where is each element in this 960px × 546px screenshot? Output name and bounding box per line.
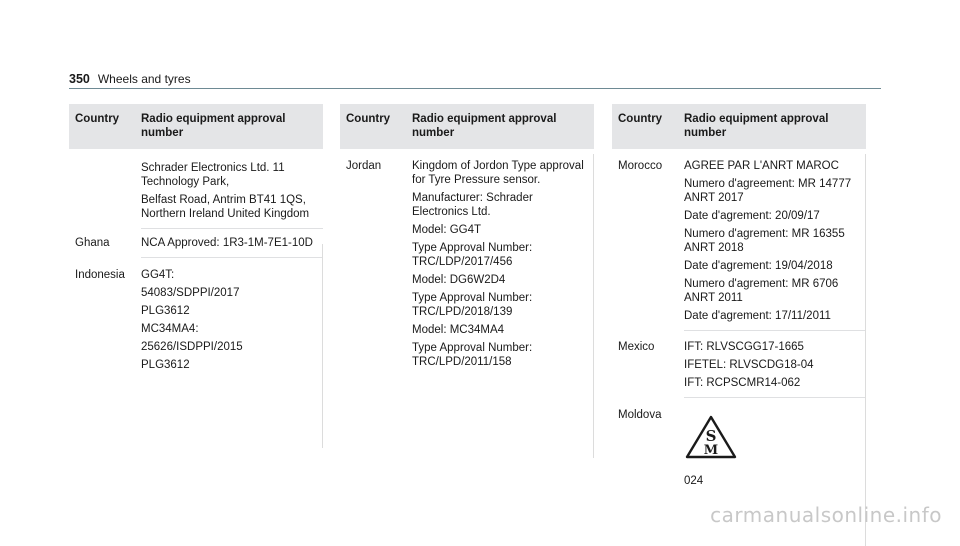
- approval-line: IFT: RLVSCGG17-1665: [684, 341, 804, 353]
- header-country: Country: [346, 113, 391, 125]
- approval-cell: [141, 161, 317, 221]
- approval-line: AGREE PAR L'ANRT MAROC: [684, 160, 839, 172]
- country-cell: Morocco: [618, 160, 663, 172]
- approval-cell: [141, 268, 317, 372]
- approval-line: IFETEL: RLVSCDG18-04: [684, 359, 814, 371]
- table-row: [69, 258, 323, 379]
- approval-line: MC34MA4:: [141, 323, 199, 335]
- header-rule: [69, 88, 881, 89]
- table-header: [69, 104, 323, 149]
- column-rule: [322, 244, 323, 448]
- approval-line: Type Approval Number: TRC/LDP/2017/456: [412, 242, 533, 268]
- approval-line: PLG3612: [141, 359, 190, 371]
- column-rule: [865, 154, 866, 546]
- approval-line: 25626/ISDPPI/2015: [141, 341, 243, 353]
- approval-line: Model: MC34MA4: [412, 324, 505, 336]
- approval-line: Belfast Road, Antrim BT41 1QS, Northern Ireland United Kingdom: [141, 194, 310, 220]
- approval-line: 024: [684, 475, 704, 487]
- country-cell: [75, 161, 141, 221]
- approval-line: Numero d'agrement: MR 16355 ANRT 2018: [684, 228, 845, 254]
- country-cell: Indonesia: [75, 269, 125, 281]
- table-row: [69, 229, 323, 257]
- page-header: [69, 72, 191, 86]
- watermark: carmanualsonline.info: [710, 503, 942, 527]
- country-cell: Jordan: [346, 160, 382, 172]
- header-approval: Radio equipment approval number: [684, 113, 829, 139]
- table-header: [340, 104, 594, 149]
- approval-line: Numero d'agreement: MR 14777 ANRT 2017: [684, 178, 852, 204]
- svg-text:S: S: [705, 427, 717, 445]
- approval-line: Date d'agrement: 17/11/2011: [684, 310, 831, 322]
- table-row: [340, 149, 594, 376]
- approval-line: Type Approval Number: TRC/LPD/2011/158: [412, 342, 533, 368]
- approval-line: 54083/SDPPI/2017: [141, 287, 240, 299]
- approval-cell: [684, 159, 860, 323]
- approval-line: IFT: RCPSCMR14-062: [684, 377, 801, 389]
- approval-line: NCA Approved: 1R3-1M-7E1-10D: [141, 237, 313, 249]
- country-cell: Ghana: [75, 237, 110, 249]
- table-row: [612, 331, 866, 397]
- approval-line: Model: GG4T: [412, 224, 482, 236]
- approval-line: Numero d'agrement: MR 6706 ANRT 2011: [684, 278, 839, 304]
- country-cell: Moldova: [618, 409, 662, 421]
- approval-line: Date d'agrement: 20/09/17: [684, 210, 820, 222]
- approval-cell: [141, 236, 317, 250]
- approval-table-3: [612, 104, 866, 495]
- approval-cell: [412, 159, 588, 369]
- approval-table-2: [340, 104, 594, 376]
- approval-line: Model: DG6W2D4: [412, 274, 506, 286]
- approval-cell: [684, 408, 860, 488]
- header-country: Country: [75, 113, 120, 125]
- approval-cell: [684, 340, 860, 390]
- approval-line: PLG3612: [141, 305, 190, 317]
- approval-table-1: [69, 104, 323, 379]
- svg-text:M: M: [703, 443, 719, 458]
- country-cell: Mexico: [618, 341, 655, 353]
- table-row: [612, 149, 866, 330]
- approval-line: Schrader Electronics Ltd. 11 Technology Park,: [141, 162, 285, 188]
- approval-line: GG4T:: [141, 269, 175, 281]
- approval-line: Date d'agrement: 19/04/2018: [684, 260, 833, 272]
- approval-line: Kingdom of Jordon Type approval for Tyre Pressure sensor.: [412, 160, 584, 186]
- header-approval: Radio equipment approval number: [412, 113, 557, 139]
- page-number: 350: [69, 72, 90, 86]
- table-row: [612, 398, 866, 495]
- table-header: [612, 104, 866, 149]
- header-approval: Radio equipment approval number: [141, 113, 286, 139]
- approval-line: Manufacturer: Schrader Electronics Ltd.: [412, 192, 533, 218]
- moldova-conformity-mark-icon: [684, 414, 738, 460]
- header-country: Country: [618, 113, 663, 125]
- approval-line: Type Approval Number: TRC/LPD/2018/139: [412, 292, 533, 318]
- section-title: Wheels and tyres: [97, 72, 191, 86]
- column-rule: [593, 154, 594, 458]
- table-row: [69, 149, 323, 228]
